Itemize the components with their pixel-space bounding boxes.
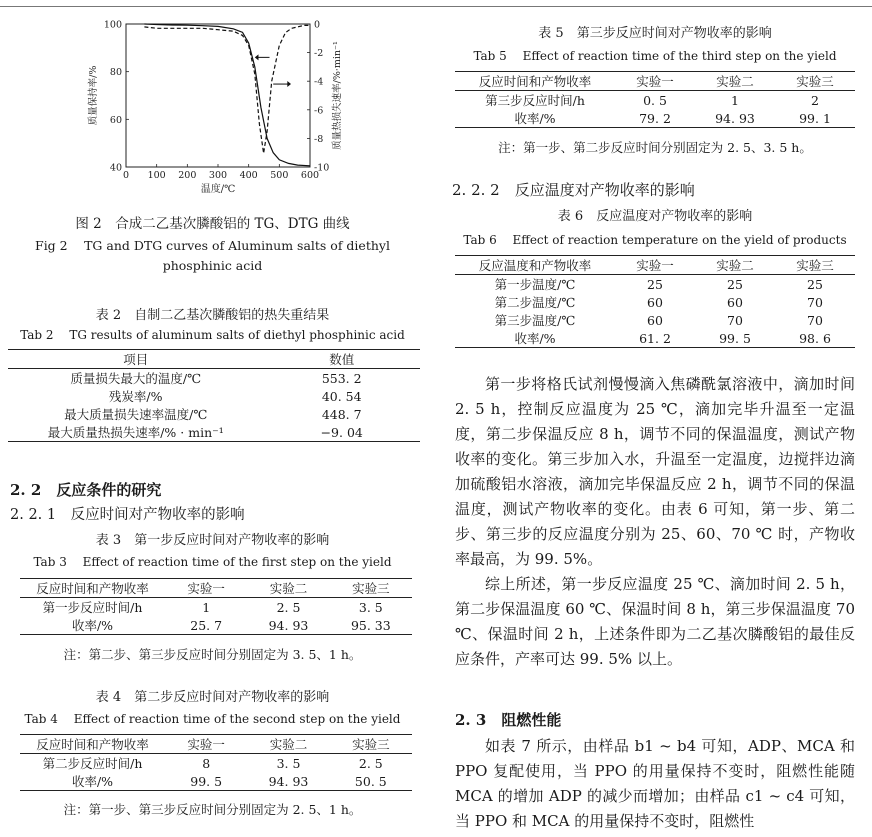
table-cell: 25. 7 [190,617,223,633]
table-cell: 质量损失最大的温度/℃ [70,371,202,386]
table-cell: 94. 93 [268,617,309,633]
table-cell: 40. 54 [321,388,362,404]
series-line-tg [144,24,310,166]
figure-caption-en-line2: phosphinic acid [162,258,263,273]
y-tick-label: 60 [109,114,122,126]
table3-title-en: Tab 3 Effect of reaction time of the first step on the yield [33,555,392,569]
table-row [8,387,420,405]
table-cell: 60 [647,294,663,310]
table-header-cell: 实验一 [187,737,225,752]
section-heading-2-2-2: 2. 2. 2 反应温度对产物收率的影响 [452,181,695,199]
section-heading-2-2-1: 2. 2. 1 反应时间对产物收率的影响 [10,507,245,523]
table-cell: 60 [727,294,743,310]
table-cell: 70 [727,312,743,328]
table-cell: 0. 5 [643,92,667,108]
plot-frame [126,24,310,167]
tg-arrow-head [255,54,259,60]
table-cell: 残炭率/% [108,389,163,404]
table-cell: 94. 93 [268,773,309,789]
table-cell: 95. 33 [350,617,391,633]
table-header-row [20,735,412,754]
figure-caption-cn: 图 2 合成二乙基次膦酸铝的 TG、DTG 曲线 [75,216,350,232]
table-header-cell: 项目 [123,352,149,367]
table3-title-cn: 表 3 第一步反应时间对产物收率的影响 [95,533,330,548]
table-row [455,293,855,311]
table-header-cell: 实验一 [636,258,674,273]
table-cell: 99. 5 [190,773,223,789]
table-row [8,405,420,423]
table-row [455,91,855,110]
table-row [20,754,412,773]
y2-tick-label: 0 [314,19,321,31]
table-cell: 50. 5 [354,773,387,789]
table-row [20,616,412,635]
table5-note: 注：第一步、第二步反应时间分别固定为 2. 5、3. 5 h。 [498,140,812,155]
table-header-cell: 数值 [329,352,355,367]
table5-title-en: Tab 5 Effect of reaction time of the third step on the yield [473,49,837,63]
table-cell: 1 [202,599,211,615]
table2-title-cn: 表 2 自制二乙基次膦酸铝的热失重结果 [95,308,330,323]
table5 [455,71,855,128]
paragraph: 综上所述，第一步反应温度 25 ℃、滴加时间 2. 5 h，第二步保温温度 60 ℃、保温时间 8 h，第三步保温温度 70 ℃、保温时间 2 h，上述条件即为二乙基次膦酸铝的最佳反应条件，产率可达 99. 5% 以上。 [455,575,855,668]
table-cell: 60 [647,312,663,328]
body-text-block-1 [455,372,855,672]
table-cell: 第三步反应时间/h [485,93,585,108]
table-cell: 3. 5 [358,599,383,615]
table-cell: 第一步反应时间/h [42,600,143,615]
table-cell: 79. 2 [639,110,671,126]
table-header-row [455,72,855,91]
figure-caption-en-line1: Fig 2 TG and DTG curves of Aluminum salts of diethyl [35,238,390,253]
table-header-cell: 反应温度和产物收率 [478,258,592,273]
table5-title-cn: 表 5 第三步反应时间对产物收率的影响 [538,26,772,41]
table6 [455,255,855,348]
table-cell: 70 [807,294,823,310]
table3-note: 注：第二步、第三步反应时间分别固定为 3. 5、1 h。 [63,647,362,662]
x-axis-label: 温度/℃ [200,184,236,195]
table-row [20,772,412,791]
y2-tick-label: -4 [314,76,324,88]
x-tick-label: 200 [178,170,197,181]
y-tick-label: 80 [109,67,122,79]
x-tick-label: 600 [300,170,320,181]
y2-axis-label: 质量热损失速率/%·min⁻¹ [332,41,343,150]
y2-tick-label: -6 [314,105,324,117]
table-header-row [20,579,412,598]
table-row [455,109,855,128]
y2-tick-label: -8 [314,133,324,145]
table-row [455,329,855,348]
y-axis-label: 质量保持率/% [88,65,99,126]
table-cell: 70 [807,312,823,328]
body-text-block-2 [455,734,855,834]
section-heading-2-3: 2. 3 阻燃性能 [455,711,562,729]
table2-title-en: Tab 2 TG results of aluminum salts of diethyl phosphinic acid [20,328,405,342]
x-tick-label: 100 [147,170,166,181]
table-row [8,369,420,388]
table-row [20,598,412,617]
table-cell: 98. 6 [799,330,831,346]
y-tick-label: 40 [109,162,122,174]
table-header-cell: 实验二 [269,737,308,752]
table-cell: 2. 5 [358,755,383,771]
x-tick-label: 300 [208,170,228,181]
table-cell: 1 [731,92,739,108]
table-cell: 553. 2 [321,370,362,386]
table-cell: 25 [727,276,743,292]
table-cell: 收率/% [514,111,556,126]
table-header-cell: 实验三 [796,74,834,89]
table2 [8,349,420,442]
table-header-cell: 实验三 [352,737,390,752]
table-header-row [455,256,855,275]
table-header-cell: 反应时间和产物收率 [478,74,592,89]
table4-title-cn: 表 4 第二步反应时间对产物收率的影响 [95,690,330,705]
table-cell: 99. 5 [719,330,751,346]
dtg-arrow-head [287,81,291,87]
table4 [20,734,412,791]
x-tick-label: 0 [122,170,130,181]
table-header-cell: 实验三 [352,581,390,596]
table-cell: 2. 5 [276,599,301,615]
table-row [455,275,855,294]
table4-title-en: Tab 4 Effect of reaction time of the second step on the yield [24,712,401,726]
table-header-cell: 反应时间和产物收率 [36,581,149,596]
tg-dtg-chart [78,10,348,210]
table-cell: 8 [202,755,211,771]
table-cell: 25 [807,276,823,292]
table-cell: 99. 1 [799,110,831,126]
table-cell: 收率/% [514,331,556,346]
table-cell: 61. 2 [639,330,671,346]
table-cell: 收率/% [71,618,114,633]
table-cell: 448. 7 [321,406,362,422]
table-cell: 2 [811,92,819,108]
table6-title-en: Tab 6 Effect of reaction temperature on the yield of products [463,233,847,247]
table-cell: 25 [647,276,663,292]
table-cell: 3. 5 [276,755,301,771]
table-header-row [8,350,420,369]
page-top-rule [0,6,872,7]
table-cell: 第三步温度/℃ [494,313,576,328]
table-row [8,423,420,442]
table4-note: 注：第一步、第三步反应时间分别固定为 2. 5、1 h。 [63,802,362,817]
x-tick-label: 400 [239,170,258,181]
table-cell: 第二步反应时间/h [42,756,143,771]
table-cell: 94. 93 [715,110,755,126]
table-row [455,311,855,329]
y-tick-label: 100 [103,19,122,31]
table-cell: −9. 04 [320,424,363,440]
table-cell: 第二步温度/℃ [494,295,576,310]
series-line-dtg [144,25,310,153]
table-cell: 收率/% [71,774,114,789]
table-header-cell: 实验二 [716,258,754,273]
y2-tick-label: -10 [314,162,330,174]
section-heading-2-2: 2. 2 反应条件的研究 [10,481,162,499]
y2-tick-label: -2 [314,48,324,60]
table-header-cell: 实验二 [269,581,308,596]
table-cell: 最大质量损失速率温度/℃ [64,407,208,422]
table-header-cell: 反应时间和产物收率 [36,737,149,752]
paragraph: 如表 7 所示，由样品 b1 ~ b4 可知，ADP、MCA 和 PPO 复配使用，当 PPO 的用量保持不变时，阻燃性能随 MCA 的增加 ADP 的减少而增加；由样品 c1 ~ c4 可知，当 PPO 和 MCA 的用量保持不变时，阻燃性 [455,737,855,830]
table-cell: 最大质量热损失速率/% · min⁻¹ [47,425,224,440]
table-cell: 第一步温度/℃ [494,277,576,292]
table-header-cell: 实验二 [716,74,754,89]
table-header-cell: 实验三 [796,258,834,273]
table-header-cell: 实验一 [636,74,674,89]
x-tick-label: 500 [270,170,289,181]
paragraph: 第一步将格氏试剂慢慢滴入焦磷酰氯溶液中，滴加时间 2. 5 h，控制反应温度为 25 ℃，滴加完毕升温至一定温度，第二步保温反应 8 h，调节不同的保温温度，测试产物收率的变化。第三步加入水，升温至一定温度，边搅拌边滴加硫酸铝水溶液，滴加完毕保温反应 2 h，调节不同的保温温度，测试产物收率的变化。由表 6 可知，第一步、第二步、第三步的反应温度分别为 25、60、70 ℃ 时，产物收率最高，为 99. 5%。 [455,375,855,568]
table6-title-cn: 表 6 反应温度对产物收率的影响 [557,209,753,224]
table3 [20,578,412,635]
table-header-cell: 实验一 [187,581,225,596]
